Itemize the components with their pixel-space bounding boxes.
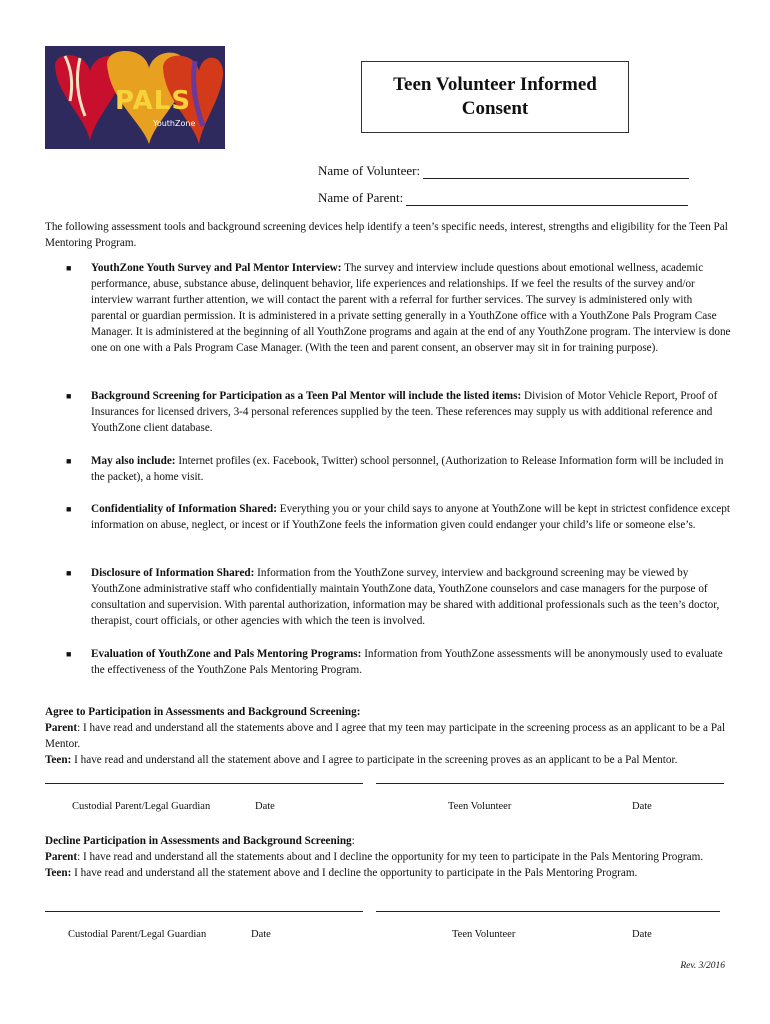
item-text: Internet profiles (ex. Facebook, Twitter) school personnel, (Authorization to Release Information form will be included in the packet), a home visit.	[91, 455, 724, 483]
list-item	[91, 453, 731, 485]
decline-section	[45, 833, 735, 881]
agree-parent-text: : I have read and understand all the statements above and I agree that my teen may participate in the screening process as an applicant to be a Pal Mentor.	[45, 722, 726, 750]
list-item	[91, 260, 731, 356]
item-text: The survey and interview include questions about emotional wellness, academic performance, abuse, substance abuse, delinquent behavior, life experiences and relationships. If we feel the results of the survey and/or interview warrant further attention, we will contact the parent with a referral for further services. The survey is administered only with parental or guardian permission. It is administered in a private setting generally in a YouthZone office with a YouthZone Pals Program Case Manager. It is administered at the beginning of all YouthZone programs and again at the end of any YouthZone program. The interview is done one on one with a Pals Program Case Manager. (With the teen and parent consent, an observer may sit in for training purpose).	[91, 262, 731, 354]
decline-teen-date-label: Date	[632, 929, 652, 940]
title-line-2: Consent	[461, 98, 529, 119]
item-text: Everything you or your child says to anyone at YouthZone will be kept in strictest confidence except information on abuse, neglect, or incest or if YouthZone feels the information given could endanger your child’s life or someone else’s.	[91, 503, 730, 531]
list-item	[91, 646, 731, 678]
decline-parent-text: : I have read and understand all the statements about and I decline the opportunity for my teen to participate in the Pals Mentoring Program.	[77, 851, 704, 863]
bullet-marker: ■	[66, 649, 72, 659]
bullet-marker: ■	[66, 391, 72, 401]
agree-guardian-label: Custodial Parent/Legal Guardian	[72, 801, 211, 812]
decline-heading: Decline Participation in Assessments and Background Screening	[45, 835, 352, 847]
list-item	[91, 388, 731, 436]
list-item	[91, 501, 731, 533]
logo-subtext: YouthZone	[153, 119, 196, 128]
title-line-1: Teen Volunteer Informed	[393, 74, 597, 95]
agree-teen-date-label: Date	[632, 801, 652, 812]
item-text: Information from the YouthZone survey, interview and background screening may be viewed by YouthZone administrative staff who confidentially maintain YouthZone data, YouthZone counselors and case managers for the purpose of consultation and supervision. With parental authorization, information may be shared with additional professionals such as the teen’s doctor, therapist, court officials, or other agencies with which the teen is involved.	[91, 567, 720, 627]
agree-guardian-signature-line[interactable]	[45, 783, 363, 784]
decline-parent-label: Parent	[45, 851, 78, 863]
decline-teen-label: Teen:	[45, 867, 72, 879]
intro-paragraph: The following assessment tools and background screening devices help identify a teen’s specific needs, interest, strengths and eligibility for the Teen Pal Mentoring Program.	[45, 221, 728, 249]
agree-guardian-date-label: Date	[255, 801, 275, 812]
decline-guardian-signature-line[interactable]	[45, 911, 363, 912]
agree-teen-signature-line[interactable]	[376, 783, 724, 784]
item-heading: YouthZone Youth Survey and Pal Mentor Interview:	[91, 262, 342, 274]
agree-teen-label: Teen Volunteer	[448, 801, 512, 812]
parent-name-field[interactable]	[318, 190, 688, 206]
decline-guardian-date-label: Date	[251, 929, 271, 940]
bullet-marker: ■	[66, 456, 72, 466]
parent-name-label: Name of Parent:	[318, 190, 404, 205]
agree-section	[45, 704, 735, 768]
agree-parent-label: Parent	[45, 722, 78, 734]
item-heading: Confidentiality of Information Shared:	[91, 503, 277, 515]
item-heading: Disclosure of Information Shared:	[91, 567, 255, 579]
item-text: Division of Motor Vehicle Report, Proof of Insurances for licensed drivers, 3-4 personal references supplied by the teen. These references may supply us with additional reference and YouthZone client database.	[91, 390, 718, 434]
bullet-marker: ■	[66, 263, 72, 273]
item-heading: May also include:	[91, 455, 176, 467]
decline-teen-label: Teen Volunteer	[452, 929, 516, 940]
volunteer-name-label: Name of Volunteer:	[318, 163, 421, 178]
agree-heading: Agree to Participation in Assessments and Background Screening:	[45, 706, 361, 718]
agree-teen-text: I have read and understand all the statement above and I agree to participate in the screening proves as an applicant to be a Pal Mentor.	[71, 754, 678, 766]
decline-heading-suffix: :	[351, 835, 355, 847]
list-item	[91, 565, 731, 629]
revision-note: Rev. 3/2016	[680, 961, 725, 971]
logo-text: PALS	[115, 86, 192, 116]
decline-guardian-label: Custodial Parent/Legal Guardian	[68, 929, 207, 940]
decline-teen-signature-line[interactable]	[376, 911, 720, 912]
item-heading: Background Screening for Participation as a Teen Pal Mentor will include the listed items:	[91, 390, 522, 402]
bullet-marker: ■	[66, 568, 72, 578]
item-heading: Evaluation of YouthZone and Pals Mentoring Programs:	[91, 648, 362, 660]
decline-teen-text: I have read and understand all the statement above and I decline the opportunity to participate in the Pals Mentoring Program.	[71, 867, 638, 879]
bullet-marker: ■	[66, 504, 72, 514]
item-text: Information from YouthZone assessments will be anonymously used to evaluate the effectiveness of the YouthZone Pals Mentoring Program.	[91, 648, 723, 676]
pals-youthzone-logo	[45, 46, 225, 149]
agree-teen-label: Teen:	[45, 754, 72, 766]
document-title	[361, 61, 629, 133]
volunteer-name-field[interactable]	[318, 163, 689, 179]
